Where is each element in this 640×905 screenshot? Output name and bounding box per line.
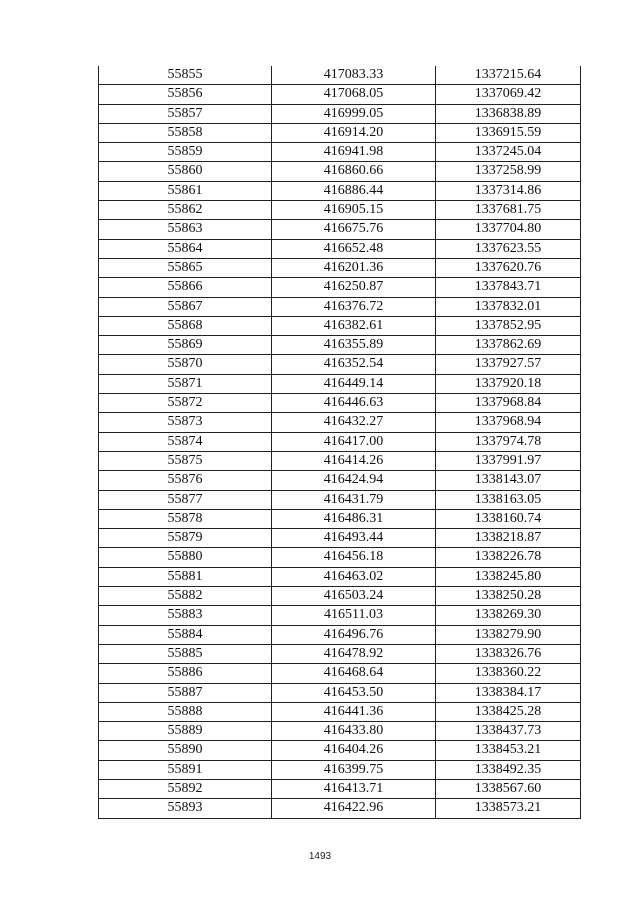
x-coordinate-cell: 416352.54 (272, 355, 436, 374)
y-coordinate-cell: 1337681.75 (436, 201, 581, 220)
x-coordinate-cell: 416404.26 (272, 741, 436, 760)
table-row (99, 760, 581, 779)
point-id-cell: 55858 (99, 123, 272, 142)
y-coordinate-cell: 1337704.80 (436, 220, 581, 239)
table-row (99, 702, 581, 721)
point-id-cell: 55885 (99, 644, 272, 663)
table-row (99, 336, 581, 355)
y-coordinate-cell: 1337314.86 (436, 181, 581, 200)
x-coordinate-cell: 416511.03 (272, 606, 436, 625)
point-id-cell: 55872 (99, 394, 272, 413)
y-coordinate-cell: 1337991.97 (436, 451, 581, 470)
x-coordinate-cell: 416652.48 (272, 239, 436, 258)
x-coordinate-cell: 416905.15 (272, 201, 436, 220)
y-coordinate-cell: 1338143.07 (436, 471, 581, 490)
x-coordinate-cell: 416456.18 (272, 548, 436, 567)
point-id-cell: 55863 (99, 220, 272, 239)
y-coordinate-cell: 1338573.21 (436, 799, 581, 818)
y-coordinate-cell: 1338326.76 (436, 644, 581, 663)
y-coordinate-cell: 1337927.57 (436, 355, 581, 374)
table-row (99, 258, 581, 277)
x-coordinate-cell: 416486.31 (272, 509, 436, 528)
point-id-cell: 55870 (99, 355, 272, 374)
x-coordinate-cell: 416413.71 (272, 779, 436, 798)
table-row (99, 799, 581, 818)
table-row (99, 741, 581, 760)
point-id-cell: 55877 (99, 490, 272, 509)
table-row (99, 394, 581, 413)
table-row (99, 490, 581, 509)
y-coordinate-cell: 1338160.74 (436, 509, 581, 528)
x-coordinate-cell: 416417.00 (272, 432, 436, 451)
y-coordinate-cell: 1337258.99 (436, 162, 581, 181)
point-id-cell: 55888 (99, 702, 272, 721)
point-id-cell: 55860 (99, 162, 272, 181)
table-row (99, 567, 581, 586)
table-row (99, 123, 581, 142)
y-coordinate-cell: 1338492.35 (436, 760, 581, 779)
y-coordinate-cell: 1338425.28 (436, 702, 581, 721)
x-coordinate-cell: 416449.14 (272, 374, 436, 393)
table-row (99, 413, 581, 432)
point-id-cell: 55881 (99, 567, 272, 586)
point-id-cell: 55864 (99, 239, 272, 258)
y-coordinate-cell: 1337623.55 (436, 239, 581, 258)
point-id-cell: 55869 (99, 336, 272, 355)
point-id-cell: 55882 (99, 587, 272, 606)
table-row (99, 548, 581, 567)
y-coordinate-cell: 1338453.21 (436, 741, 581, 760)
y-coordinate-cell: 1338269.30 (436, 606, 581, 625)
point-id-cell: 55867 (99, 297, 272, 316)
y-coordinate-cell: 1337852.95 (436, 316, 581, 335)
table-row (99, 509, 581, 528)
point-id-cell: 55861 (99, 181, 272, 200)
point-id-cell: 55868 (99, 316, 272, 335)
y-coordinate-cell: 1336838.89 (436, 104, 581, 123)
x-coordinate-cell: 416860.66 (272, 162, 436, 181)
table-row (99, 104, 581, 123)
table-row (99, 374, 581, 393)
x-coordinate-cell: 416433.80 (272, 722, 436, 741)
y-coordinate-cell: 1337974.78 (436, 432, 581, 451)
point-id-cell: 55889 (99, 722, 272, 741)
point-id-cell: 55890 (99, 741, 272, 760)
y-coordinate-cell: 1338567.60 (436, 779, 581, 798)
point-id-cell: 55883 (99, 606, 272, 625)
x-coordinate-cell: 416468.64 (272, 664, 436, 683)
y-coordinate-cell: 1337920.18 (436, 374, 581, 393)
y-coordinate-cell: 1338250.28 (436, 587, 581, 606)
x-coordinate-cell: 416201.36 (272, 258, 436, 277)
point-id-cell: 55865 (99, 258, 272, 277)
x-coordinate-cell: 416376.72 (272, 297, 436, 316)
y-coordinate-cell: 1336915.59 (436, 123, 581, 142)
x-coordinate-cell: 416424.94 (272, 471, 436, 490)
point-id-cell: 55866 (99, 278, 272, 297)
point-id-cell: 55871 (99, 374, 272, 393)
x-coordinate-cell: 416496.76 (272, 625, 436, 644)
x-coordinate-cell: 416431.79 (272, 490, 436, 509)
x-coordinate-cell: 416441.36 (272, 702, 436, 721)
table-row (99, 162, 581, 181)
point-id-cell: 55879 (99, 529, 272, 548)
y-coordinate-cell: 1338245.80 (436, 567, 581, 586)
table-row (99, 722, 581, 741)
coordinates-table (98, 66, 581, 819)
x-coordinate-cell: 416675.76 (272, 220, 436, 239)
y-coordinate-cell: 1338163.05 (436, 490, 581, 509)
y-coordinate-cell: 1337832.01 (436, 297, 581, 316)
x-coordinate-cell: 416432.27 (272, 413, 436, 432)
point-id-cell: 55856 (99, 85, 272, 104)
point-id-cell: 55875 (99, 451, 272, 470)
table-row (99, 779, 581, 798)
point-id-cell: 55892 (99, 779, 272, 798)
point-id-cell: 55887 (99, 683, 272, 702)
table-row (99, 451, 581, 470)
table-row (99, 181, 581, 200)
table-row (99, 683, 581, 702)
x-coordinate-cell: 416999.05 (272, 104, 436, 123)
table-row (99, 297, 581, 316)
table-row (99, 529, 581, 548)
point-id-cell: 55873 (99, 413, 272, 432)
x-coordinate-cell: 416399.75 (272, 760, 436, 779)
point-id-cell: 55884 (99, 625, 272, 644)
point-id-cell: 55880 (99, 548, 272, 567)
table-row (99, 664, 581, 683)
table-row (99, 587, 581, 606)
page-number: 1493 (308, 851, 332, 862)
point-id-cell: 55857 (99, 104, 272, 123)
point-id-cell: 55862 (99, 201, 272, 220)
y-coordinate-cell: 1338360.22 (436, 664, 581, 683)
x-coordinate-cell: 416914.20 (272, 123, 436, 142)
x-coordinate-cell: 417083.33 (272, 66, 436, 85)
table-row (99, 355, 581, 374)
x-coordinate-cell: 416463.02 (272, 567, 436, 586)
x-coordinate-cell: 417068.05 (272, 85, 436, 104)
table-row (99, 644, 581, 663)
table-row (99, 316, 581, 335)
y-coordinate-cell: 1338437.73 (436, 722, 581, 741)
x-coordinate-cell: 416250.87 (272, 278, 436, 297)
y-coordinate-cell: 1337245.04 (436, 143, 581, 162)
x-coordinate-cell: 416941.98 (272, 143, 436, 162)
y-coordinate-cell: 1337620.76 (436, 258, 581, 277)
point-id-cell: 55876 (99, 471, 272, 490)
x-coordinate-cell: 416886.44 (272, 181, 436, 200)
x-coordinate-cell: 416503.24 (272, 587, 436, 606)
y-coordinate-cell: 1337862.69 (436, 336, 581, 355)
table-row (99, 220, 581, 239)
x-coordinate-cell: 416453.50 (272, 683, 436, 702)
point-id-cell: 55855 (99, 66, 272, 85)
y-coordinate-cell: 1338218.87 (436, 529, 581, 548)
point-id-cell: 55859 (99, 143, 272, 162)
point-id-cell: 55874 (99, 432, 272, 451)
y-coordinate-cell: 1337968.84 (436, 394, 581, 413)
y-coordinate-cell: 1338226.78 (436, 548, 581, 567)
table-row (99, 143, 581, 162)
x-coordinate-cell: 416422.96 (272, 799, 436, 818)
table-row (99, 432, 581, 451)
y-coordinate-cell: 1337069.42 (436, 85, 581, 104)
x-coordinate-cell: 416478.92 (272, 644, 436, 663)
table-row (99, 625, 581, 644)
x-coordinate-cell: 416382.61 (272, 316, 436, 335)
table-row (99, 201, 581, 220)
point-id-cell: 55878 (99, 509, 272, 528)
point-id-cell: 55891 (99, 760, 272, 779)
table-row (99, 606, 581, 625)
y-coordinate-cell: 1337215.64 (436, 66, 581, 85)
x-coordinate-cell: 416355.89 (272, 336, 436, 355)
table-row (99, 66, 581, 85)
x-coordinate-cell: 416446.63 (272, 394, 436, 413)
y-coordinate-cell: 1338384.17 (436, 683, 581, 702)
table-row (99, 278, 581, 297)
x-coordinate-cell: 416493.44 (272, 529, 436, 548)
y-coordinate-cell: 1337968.94 (436, 413, 581, 432)
y-coordinate-cell: 1338279.90 (436, 625, 581, 644)
point-id-cell: 55886 (99, 664, 272, 683)
table-row (99, 85, 581, 104)
point-id-cell: 55893 (99, 799, 272, 818)
table-row (99, 239, 581, 258)
table-row (99, 471, 581, 490)
x-coordinate-cell: 416414.26 (272, 451, 436, 470)
table-body (99, 66, 581, 818)
y-coordinate-cell: 1337843.71 (436, 278, 581, 297)
